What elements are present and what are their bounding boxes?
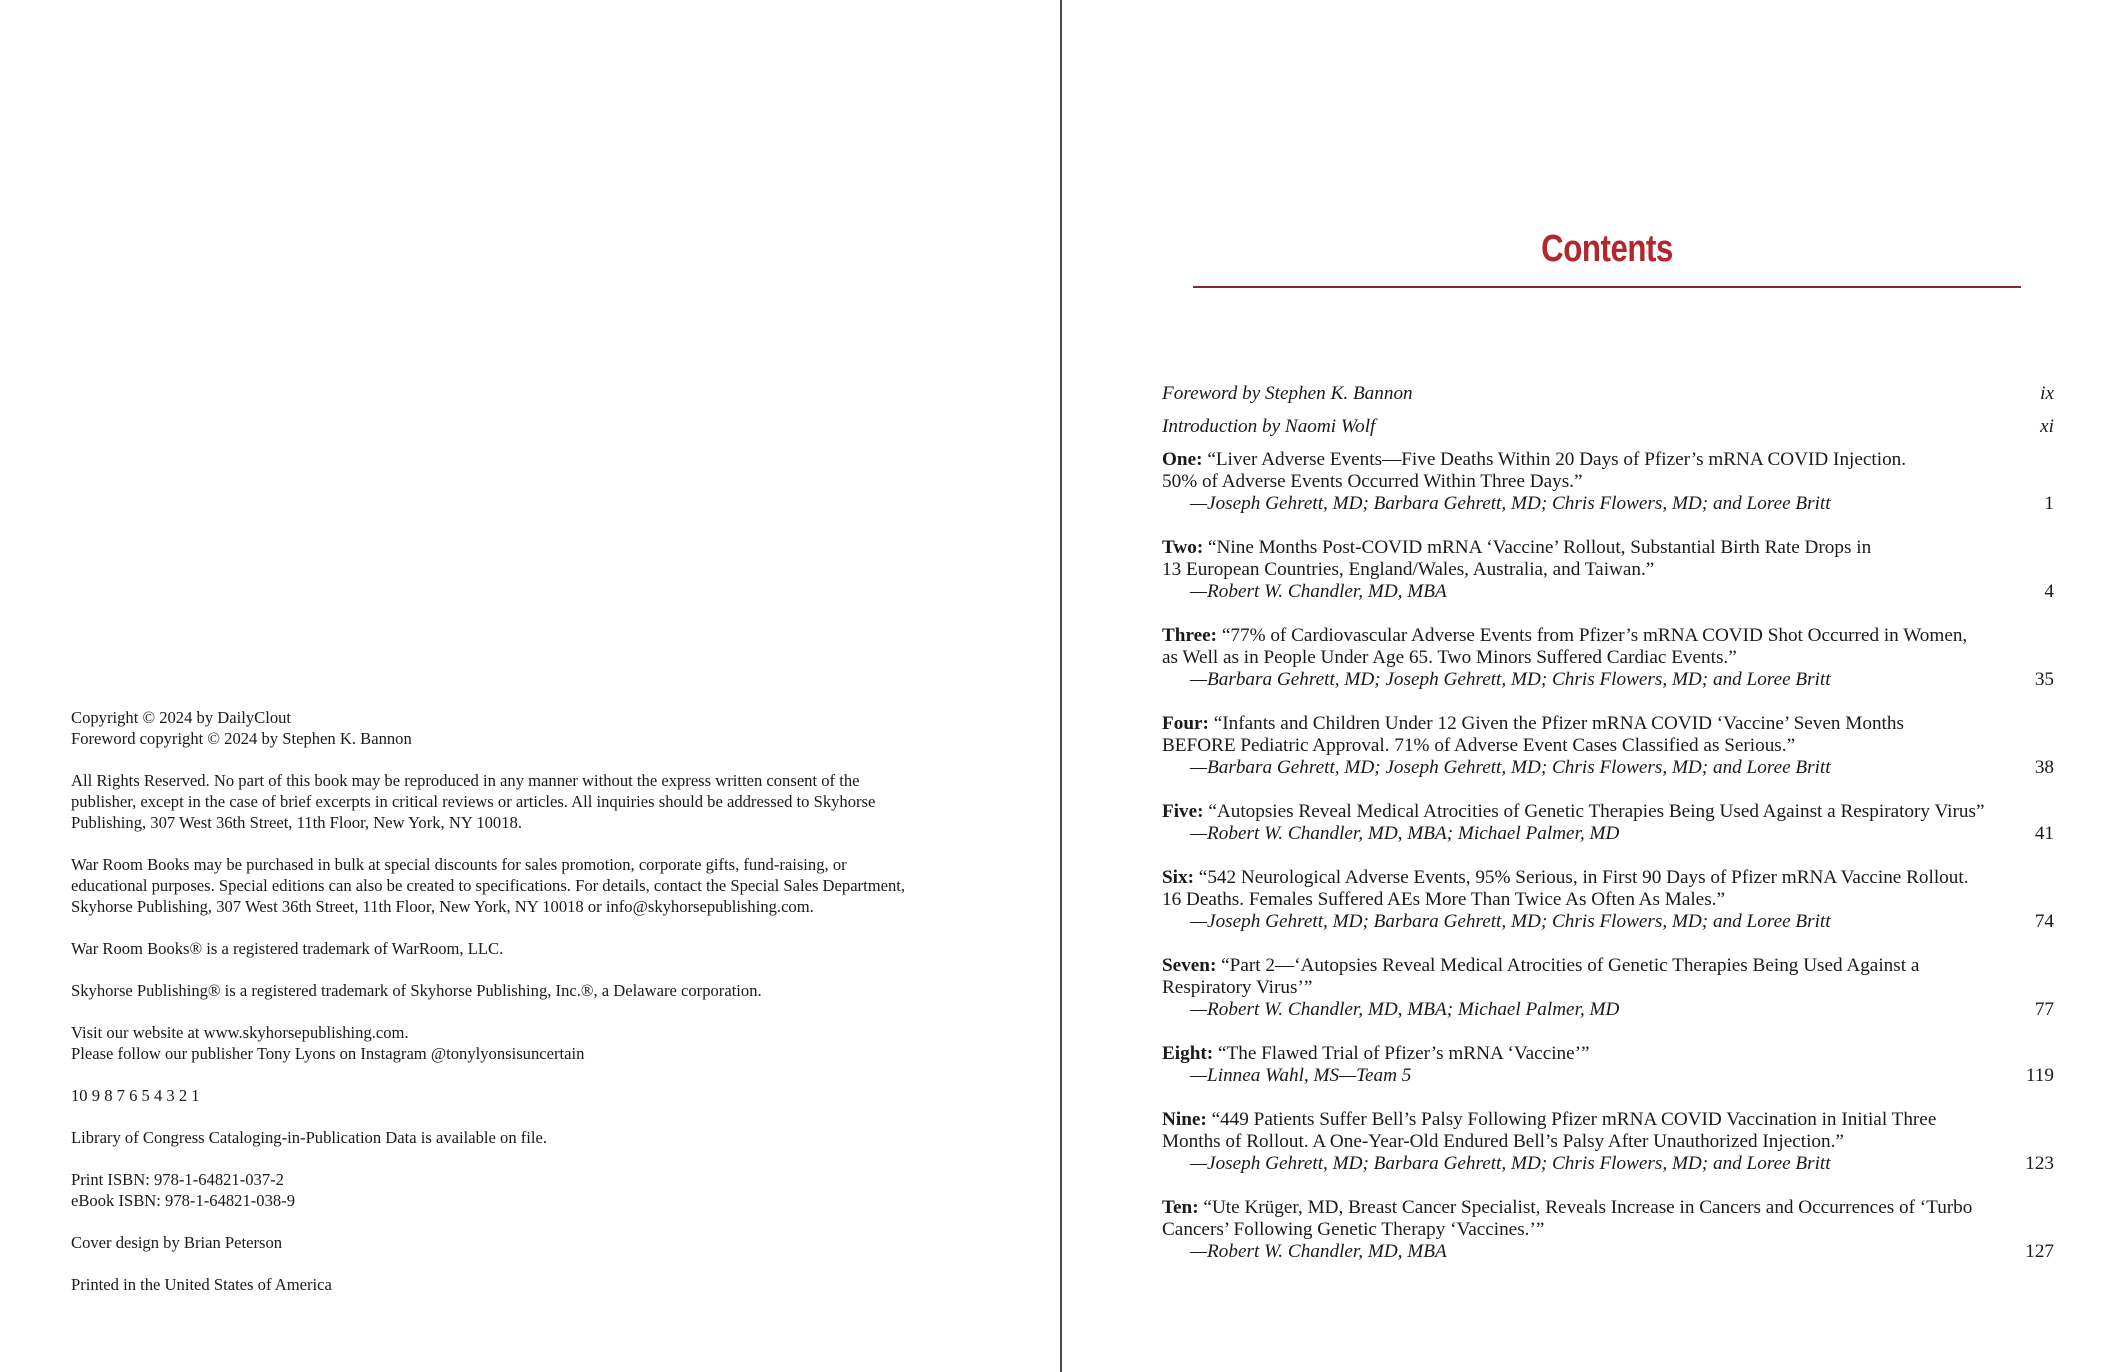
toc-chapter-number: Ten: xyxy=(1162,1197,1199,1218)
toc-chapter-title-line xyxy=(1162,889,2054,911)
toc-chapter-title-line xyxy=(1162,977,2054,999)
toc-chapter-title-line xyxy=(1162,1043,2054,1065)
toc-chapter-authors: —Barbara Gehrett, MD; Joseph Gehrett, MD; Chris Flowers, MD; and Loree Britt xyxy=(1190,757,1831,778)
text-line: Print ISBN: 978-1-64821-037-2 xyxy=(71,1170,284,1189)
text-line: War Room Books® is a registered trademark of WarRoom, LLC. xyxy=(71,939,504,958)
toc-chapter-number: Seven: xyxy=(1162,955,1217,976)
toc-page-number: ix xyxy=(2040,383,2054,404)
toc-chapter-entry[interactable] xyxy=(1162,1197,2054,1263)
toc-chapter-title-text: “The Flawed Trial of Pfizer’s mRNA ‘Vaccine’” xyxy=(1217,1043,1590,1064)
toc-page-number: 38 xyxy=(2034,757,2054,778)
toc-chapter-title-text: “Autopsies Reveal Medical Atrocities of Genetic Therapies Being Used Against a Respiratory Virus” xyxy=(1208,801,1985,822)
toc-chapter-number: Eight: xyxy=(1162,1043,1214,1064)
toc-chapter-title-text: “Nine Months Post-COVID mRNA ‘Vaccine’ Rollout, Substantial Birth Rate Drops in xyxy=(1208,537,1872,558)
toc-chapter-title-text: 13 European Countries, England/Wales, Australia, and Taiwan.” xyxy=(1162,559,1655,580)
toc-chapter-title-line xyxy=(1162,1197,2054,1219)
toc-page-number: 4 xyxy=(2044,581,2054,602)
text-line: educational purposes. Special editions can also be created to specifications. For details, contact the Special Sales Department, xyxy=(71,876,906,895)
trademark-warroom xyxy=(71,938,971,959)
toc-chapter-title-text: “542 Neurological Adverse Events, 95% Serious, in First 90 Days of Pfizer mRNA Vaccine Rollout. xyxy=(1198,867,1969,888)
toc-chapter-title-text: as Well as in People Under Age 65. Two Minors Suffered Cardiac Events.” xyxy=(1162,647,1737,668)
toc-chapter-title-line xyxy=(1162,647,2054,669)
toc-chapter-number: One: xyxy=(1162,449,1203,470)
toc-chapter-authors: —Robert W. Chandler, MD, MBA xyxy=(1190,1241,1447,1262)
text-line: Library of Congress Cataloging-in-Publication Data is available on file. xyxy=(71,1128,548,1147)
text-line: Publishing, 307 West 36th Street, 11th Floor, New York, NY 10018. xyxy=(71,813,522,832)
toc-chapter-title-line xyxy=(1162,1109,2054,1131)
toc-page-number: 123 xyxy=(2025,1153,2054,1174)
toc-chapter-number: Nine: xyxy=(1162,1109,1207,1130)
toc-page-number: xi xyxy=(2040,416,2054,437)
toc-chapter-number: Four: xyxy=(1162,713,1209,734)
toc-chapter-authors: —Joseph Gehrett, MD; Barbara Gehrett, MD; Chris Flowers, MD; and Loree Britt xyxy=(1190,911,1831,932)
toc-page-number: 35 xyxy=(2034,669,2054,690)
toc-chapter-title-text: 50% of Adverse Events Occurred Within Three Days.” xyxy=(1162,471,1583,492)
toc-page-number: 77 xyxy=(2034,999,2054,1020)
toc-chapter-title-line xyxy=(1162,625,2054,647)
website-paragraph xyxy=(71,1022,971,1064)
toc-chapter-title-text: BEFORE Pediatric Approval. 71% of Adverse Event Cases Classified as Serious.” xyxy=(1162,735,1796,756)
toc-chapter-title-text: Cancers’ Following Genetic Therapy ‘Vaccines.’” xyxy=(1162,1219,1545,1240)
contents-title: Contents xyxy=(1541,228,1673,270)
rights-paragraph xyxy=(71,770,971,833)
toc-chapter-title-text: 16 Deaths. Females Suffered AEs More Than Twice As Often As Males.” xyxy=(1162,889,1725,910)
toc-page-number: 119 xyxy=(2025,1065,2054,1086)
toc-chapter-number: Six: xyxy=(1162,867,1194,888)
toc-chapter-entry[interactable] xyxy=(1162,537,2054,603)
toc-chapter-title-text: “Part 2—‘Autopsies Reveal Medical Atrocities of Genetic Therapies Being Used Against a xyxy=(1221,955,1920,976)
text-line: War Room Books may be purchased in bulk at special discounts for sales promotion, corporate gifts, fund-raising, or xyxy=(71,855,847,874)
toc-chapter-authors: —Robert W. Chandler, MD, MBA; Michael Palmer, MD xyxy=(1190,999,1620,1020)
toc-chapter-authors: —Joseph Gehrett, MD; Barbara Gehrett, MD; Chris Flowers, MD; and Loree Britt xyxy=(1190,1153,1831,1174)
text-line: eBook ISBN: 978-1-64821-038-9 xyxy=(71,1191,295,1210)
toc-chapter-entry[interactable] xyxy=(1162,801,2054,845)
toc-entry-introduction[interactable] xyxy=(1162,416,2054,438)
toc-chapter-number: Two: xyxy=(1162,537,1204,558)
copyright-notice xyxy=(71,707,971,749)
toc-page-number: 127 xyxy=(2025,1241,2054,1262)
toc-chapter-authors: —Robert W. Chandler, MD, MBA; Michael Palmer, MD xyxy=(1190,823,1620,844)
text-line: Visit our website at www.skyhorsepublishing.com. xyxy=(71,1023,409,1042)
toc-chapter-title-line xyxy=(1162,559,2054,581)
toc-chapter-number: Five: xyxy=(1162,801,1204,822)
toc-chapter-title-line xyxy=(1162,537,2054,559)
isbn-block xyxy=(71,1169,971,1211)
toc-chapter-entry[interactable] xyxy=(1162,1109,2054,1175)
toc-entry-title: Introduction by Naomi Wolf xyxy=(1162,416,1376,437)
title-rule xyxy=(1193,286,2021,288)
toc-chapter-title-text: “Infants and Children Under 12 Given the Pfizer mRNA COVID ‘Vaccine’ Seven Months xyxy=(1213,713,1904,734)
text-line: Please follow our publisher Tony Lyons on Instagram @tonylyonsisuncertain xyxy=(71,1044,585,1063)
text-line: publisher, except in the case of brief excerpts in critical reviews or articles. All inquiries should be addressed to Skyhorse xyxy=(71,792,876,811)
toc-chapter-title-line xyxy=(1162,471,2054,493)
toc-entry-foreword[interactable] xyxy=(1162,383,2054,405)
toc-chapter-authors: —Barbara Gehrett, MD; Joseph Gehrett, MD; Chris Flowers, MD; and Loree Britt xyxy=(1190,669,1831,690)
toc-chapter-title-line xyxy=(1162,1219,2054,1241)
toc-chapter-title-text: Respiratory Virus’” xyxy=(1162,977,1313,998)
toc-chapter-title-text: Months of Rollout. A One-Year-Old Endured Bell’s Palsy After Unauthorized Injection.” xyxy=(1162,1131,1844,1152)
toc-page-number: 1 xyxy=(2044,493,2054,514)
table-of-contents xyxy=(1162,383,2054,1285)
text-line: Copyright © 2024 by DailyClout xyxy=(71,708,292,727)
toc-chapter-title-text: “Liver Adverse Events—Five Deaths Within 20 Days of Pfizer’s mRNA COVID Injection. xyxy=(1207,449,1907,470)
toc-chapter-entry[interactable] xyxy=(1162,955,2054,1021)
copyright-block xyxy=(71,707,971,1295)
toc-chapter-entry[interactable] xyxy=(1162,1043,2054,1087)
toc-chapter-title-line xyxy=(1162,867,2054,889)
trademark-skyhorse xyxy=(71,980,971,1001)
toc-chapter-title-line xyxy=(1162,713,2054,735)
text-line: Foreword copyright © 2024 by Stephen K. Bannon xyxy=(71,729,412,748)
toc-page-number: 41 xyxy=(2034,823,2054,844)
text-line: 10 9 8 7 6 5 4 3 2 1 xyxy=(71,1086,200,1105)
toc-chapter-title-line xyxy=(1162,955,2054,977)
toc-chapter-title-line xyxy=(1162,1131,2054,1153)
printing-line xyxy=(71,1085,971,1106)
text-line: Skyhorse Publishing® is a registered trademark of Skyhorse Publishing, Inc.®, a Delaware corporation. xyxy=(71,981,762,1000)
text-line: All Rights Reserved. No part of this book may be reproduced in any manner without the express written consent of the xyxy=(71,771,860,790)
toc-page-number: 74 xyxy=(2034,911,2054,932)
toc-chapter-title-line xyxy=(1162,735,2054,757)
text-line: Cover design by Brian Peterson xyxy=(71,1233,283,1252)
text-line: Printed in the United States of America xyxy=(71,1275,332,1294)
toc-chapter-entry[interactable] xyxy=(1162,449,2054,515)
toc-chapter-authors: —Joseph Gehrett, MD; Barbara Gehrett, MD; Chris Flowers, MD; and Loree Britt xyxy=(1190,493,1831,514)
copyright-page xyxy=(0,0,1060,1372)
cip-data xyxy=(71,1127,971,1148)
toc-chapter-list xyxy=(1162,449,2054,1263)
printed-in xyxy=(71,1274,971,1295)
toc-chapter-title-line xyxy=(1162,449,2054,471)
toc-chapter-title-text: “Ute Krüger, MD, Breast Cancer Specialist, Reveals Increase in Cancers and Occurrences of ‘Turbo xyxy=(1203,1197,1973,1218)
toc-chapter-title-text: “449 Patients Suffer Bell’s Palsy Following Pfizer mRNA COVID Vaccination in Initial Three xyxy=(1211,1109,1937,1130)
toc-chapter-number: Three: xyxy=(1162,625,1218,646)
toc-chapter-entry[interactable] xyxy=(1162,867,2054,933)
bulk-sales-paragraph xyxy=(71,854,971,917)
toc-chapter-title-text: “77% of Cardiovascular Adverse Events from Pfizer’s mRNA COVID Shot Occurred in Women, xyxy=(1221,625,1968,646)
toc-chapter-authors: —Robert W. Chandler, MD, MBA xyxy=(1190,581,1447,602)
text-line: Skyhorse Publishing, 307 West 36th Street, 11th Floor, New York, NY 10018 or info@skyhorsepublishing.com. xyxy=(71,897,814,916)
cover-design-credit xyxy=(71,1232,971,1253)
toc-entry-title: Foreword by Stephen K. Bannon xyxy=(1162,383,1413,404)
toc-chapter-entry[interactable] xyxy=(1162,713,2054,779)
toc-chapter-authors: —Linnea Wahl, MS—Team 5 xyxy=(1190,1065,1412,1086)
toc-chapter-entry[interactable] xyxy=(1162,625,2054,691)
toc-chapter-title-line xyxy=(1162,801,2054,823)
